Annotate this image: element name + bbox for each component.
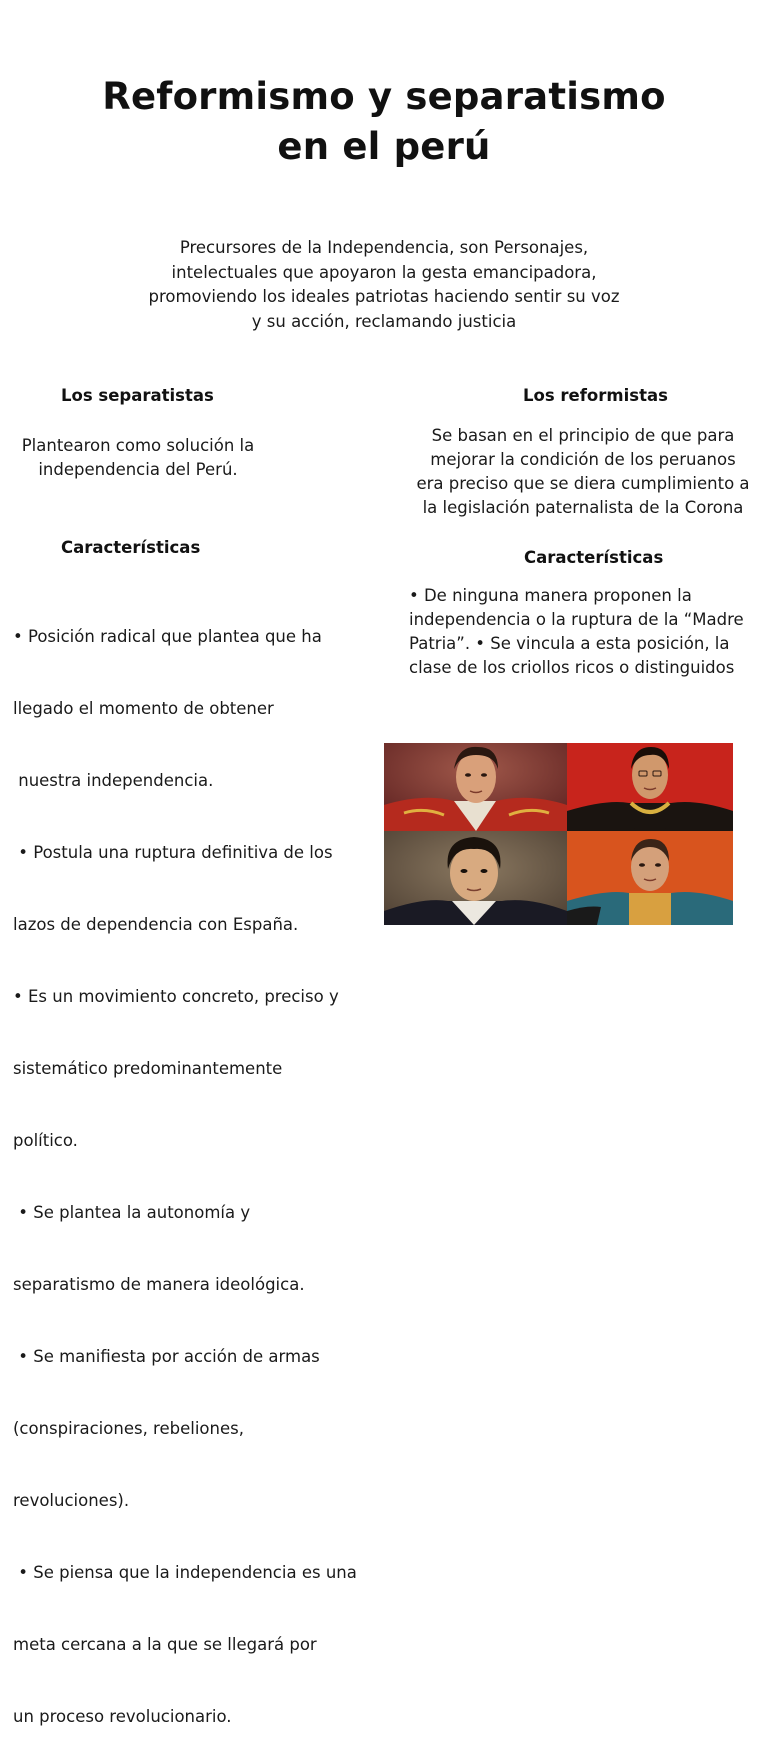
characteristic-line: • De ninguna manera proponen la bbox=[409, 586, 692, 605]
portrait-image-3 bbox=[384, 831, 567, 925]
characteristic-line: llegado el momento de obtener bbox=[13, 699, 274, 718]
title-line-1: Reformismo y separatismo bbox=[102, 75, 666, 118]
intro-paragraph bbox=[120, 236, 648, 334]
reformistas-description-line: mejorar la condición de los peruanos bbox=[430, 450, 736, 469]
portrait-image-2 bbox=[567, 743, 733, 831]
reformistas-description-line: era preciso que se diera cumplimiento a bbox=[416, 474, 750, 493]
characteristic-line: • Se plantea la autonomía y bbox=[13, 1203, 251, 1222]
characteristic-line: Patria”. • Se vincula a esta posición, la bbox=[409, 634, 730, 653]
separatistas-characteristics-heading: Características bbox=[61, 538, 201, 557]
characteristic-line: separatismo de manera ideológica. bbox=[13, 1275, 305, 1294]
separatistas-description-line: independencia del Perú. bbox=[38, 460, 238, 479]
separatistas-description bbox=[10, 434, 266, 482]
reformistas-characteristics-list bbox=[409, 584, 765, 680]
reformistas-description bbox=[400, 424, 766, 520]
intro-line: promoviendo los ideales patriotas haciendo sentir su voz bbox=[148, 287, 620, 306]
characteristic-line: • Es un movimiento concreto, preciso y bbox=[13, 987, 339, 1006]
characteristic-line: independencia o la ruptura de la “Madre bbox=[409, 610, 744, 629]
characteristic-line: un proceso revolucionario. bbox=[13, 1707, 232, 1726]
characteristic-line: sistemático predominantemente bbox=[13, 1059, 283, 1078]
characteristic-line: lazos de dependencia con España. bbox=[13, 915, 299, 934]
title-line-2: en el perú bbox=[277, 125, 491, 168]
reformistas-description-line: Se basan en el principio de que para bbox=[431, 426, 735, 445]
page-title bbox=[0, 72, 768, 172]
intro-line: y su acción, reclamando justicia bbox=[251, 311, 517, 331]
reformistas-description-line: la legislación paternalista de la Corona bbox=[422, 498, 744, 517]
characteristic-line: • Postula una ruptura definitiva de los bbox=[13, 843, 333, 862]
intro-line: Precursores de la Independencia, son Personajes, bbox=[179, 238, 589, 257]
characteristic-line: revoluciones). bbox=[13, 1491, 130, 1510]
intro-line: intelectuales que apoyaron la gesta emancipadora, bbox=[171, 262, 597, 282]
characteristic-line: • Posición radical que plantea que ha bbox=[13, 627, 322, 646]
portrait-image-4 bbox=[567, 831, 733, 925]
characteristic-line: • Se manifiesta por acción de armas bbox=[13, 1347, 320, 1366]
portrait-image-1 bbox=[384, 743, 567, 831]
separatistas-heading: Los separatistas bbox=[61, 386, 214, 405]
characteristic-line: clase de los criollos ricos o distinguidos bbox=[409, 658, 735, 677]
separatistas-characteristics-list bbox=[13, 577, 373, 1753]
characteristic-line: nuestra independencia. bbox=[13, 771, 214, 790]
reformistas-characteristics-heading: Características bbox=[524, 548, 664, 567]
characteristic-line: político. bbox=[13, 1131, 78, 1150]
characteristic-line: • Se piensa que la independencia es una bbox=[13, 1563, 357, 1582]
portrait-collage bbox=[384, 743, 733, 925]
reformistas-heading: Los reformistas bbox=[523, 386, 668, 405]
characteristic-line: meta cercana a la que se llegará por bbox=[13, 1635, 317, 1654]
separatistas-description-line: Plantearon como solución la bbox=[21, 436, 255, 455]
characteristic-line: (conspiraciones, rebeliones, bbox=[13, 1419, 244, 1438]
